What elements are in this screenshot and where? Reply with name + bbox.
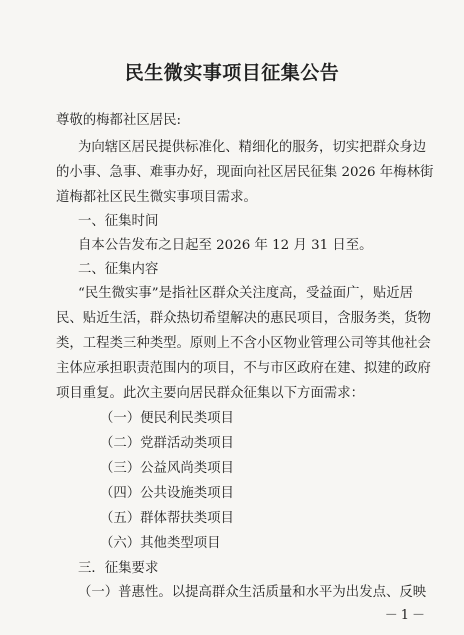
section3-first-line: （一）普惠性。以提高群众生活质量和水平为出发点、反映: [78, 585, 427, 600]
intro-line-3: 道梅都社区民生微实事项目需求。: [56, 190, 257, 205]
intro-line-2: 的小事、急事、难事办好，现面向社区居民征集 2026 年梅林街: [56, 165, 434, 180]
section2-body-line-5: 项目重复。此次主要向居民群众征集以下方面需求：: [56, 386, 364, 401]
section2-body-line-3: 类，工程类三种类型。原则上不含小区物业管理公司等其他社会: [56, 336, 431, 351]
section2-heading: 二、征集内容: [78, 262, 159, 277]
list-item: （三）公益风尚类项目: [100, 461, 234, 476]
list-item: （五）群体帮扶类项目: [100, 511, 234, 526]
document-title: 民生微实事项目征集公告: [124, 62, 340, 84]
section2-body-line-2: 民、贴近生活，群众热切希望解决的惠民项目，含服务类，货物: [56, 311, 431, 326]
section1-body: 自本公告发布之日起至 2026 年 12 月 31 日至。: [78, 238, 373, 253]
section2-body-line-1: “民生微实事”是指社区群众关注度高，受益面广，贴近居: [78, 286, 414, 301]
list-item: （六）其他类型项目: [100, 536, 221, 551]
section3-heading: 三．征集要求: [78, 561, 159, 576]
list-item: （四）公共设施类项目: [100, 486, 234, 501]
section1-heading: 一、征集时间: [78, 214, 159, 229]
salutation: 尊敬的梅都社区居民:: [56, 113, 182, 128]
list-item: （一）便民利民类项目: [100, 411, 234, 426]
section2-body-line-4: 主体应承担职责范围内的项目，不与市区政府在建、拟建的政府: [56, 361, 431, 376]
intro-line-1: 为向辖区居民提供标准化、精细化的服务，切实把群众身边: [78, 140, 427, 155]
list-item: （二）党群活动类项目: [100, 436, 234, 451]
page-number: －1－: [384, 608, 428, 623]
